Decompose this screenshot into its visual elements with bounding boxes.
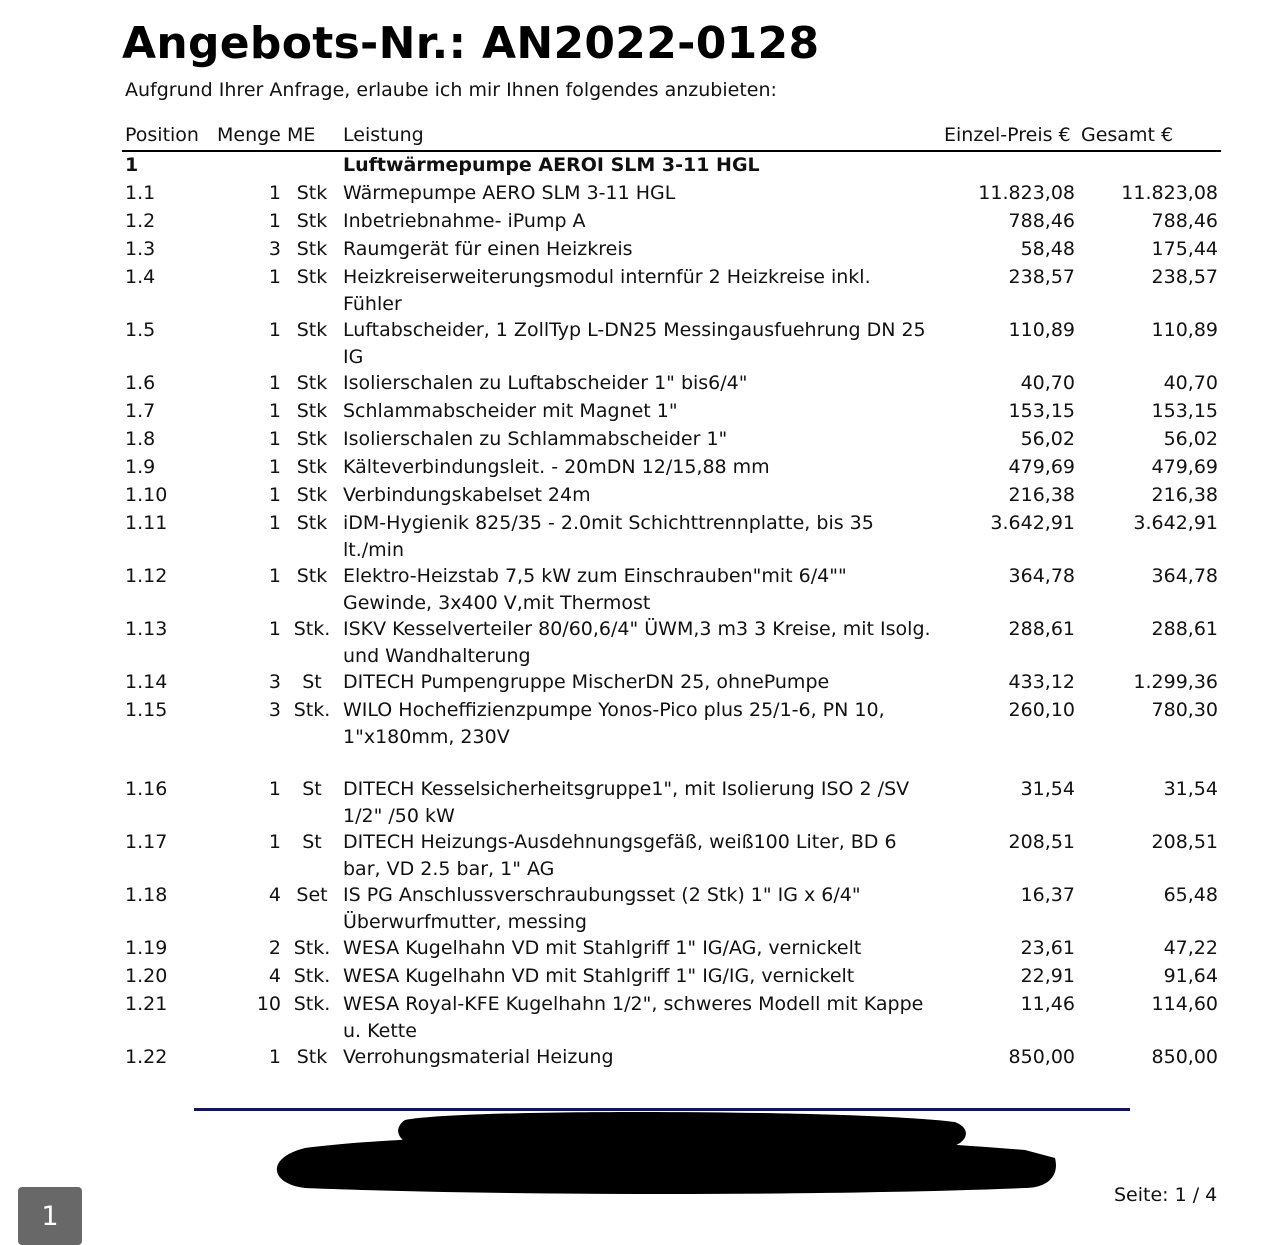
item-quantity: 2 xyxy=(268,937,281,959)
table-row xyxy=(122,616,1221,669)
item-description: Verbindungskabelset 24m xyxy=(343,484,591,506)
item-unit-price: 216,38 xyxy=(1008,484,1075,506)
item-quantity: 1 xyxy=(268,210,281,232)
item-total: 238,57 xyxy=(1151,266,1218,288)
item-unit: St xyxy=(302,778,322,800)
table-row xyxy=(122,454,1221,482)
item-description: DITECH Heizungs-Ausdehnungsgefäß, weiß100 Liter, BD 6 bar, VD 2.5 bar, 1" AG xyxy=(343,831,897,880)
group-position: 1 xyxy=(125,154,139,176)
item-total: 47,22 xyxy=(1163,937,1218,959)
item-description: WESA Kugelhahn VD mit Stahlgriff 1" IG/IG, vernickelt xyxy=(343,965,855,987)
item-quantity: 3 xyxy=(268,671,281,693)
item-quantity: 1 xyxy=(268,428,281,450)
item-total: 3.642,91 xyxy=(1133,512,1218,534)
item-unit-price: 288,61 xyxy=(1008,618,1075,640)
item-position: 1.7 xyxy=(125,400,156,422)
item-total: 110,89 xyxy=(1151,319,1218,341)
item-description: Raumgerät für einen Heizkreis xyxy=(343,238,633,260)
item-unit: Stk xyxy=(296,400,328,422)
item-position: 1.14 xyxy=(125,671,168,693)
column-header-me: ME xyxy=(284,120,340,151)
item-unit: Stk. xyxy=(293,993,331,1015)
item-quantity: 1 xyxy=(268,512,281,534)
item-description: Elektro-Heizstab 7,5 kW zum Einschrauben"mit 6/4"" Gewinde, 3x400 V,mit Thermost xyxy=(343,565,847,614)
item-total: 288,61 xyxy=(1151,618,1218,640)
item-description: Heizkreiserweiterungsmodul internfür 2 Heizkreise inkl. Fühler xyxy=(343,266,871,315)
item-position: 1.10 xyxy=(125,484,168,506)
item-quantity: 1 xyxy=(268,831,281,853)
item-unit: Stk xyxy=(296,565,328,587)
item-unit-price: 850,00 xyxy=(1008,1046,1075,1068)
item-unit: St xyxy=(302,831,322,853)
item-position: 1.17 xyxy=(125,831,168,853)
page-indicator-badge[interactable]: 1 xyxy=(18,1187,82,1245)
item-quantity: 1 xyxy=(268,372,281,394)
item-unit-price: 3.642,91 xyxy=(990,512,1075,534)
item-total: 40,70 xyxy=(1163,372,1218,394)
table-row xyxy=(122,370,1221,398)
item-unit-price: 31,54 xyxy=(1020,778,1075,800)
item-quantity: 1 xyxy=(268,778,281,800)
item-unit-price: 364,78 xyxy=(1008,565,1075,587)
item-unit-price: 22,91 xyxy=(1020,965,1075,987)
column-header-leistung: Leistung xyxy=(340,120,941,151)
item-unit: Stk. xyxy=(293,965,331,987)
table-row xyxy=(122,1044,1221,1072)
item-total: 850,00 xyxy=(1151,1046,1218,1068)
group-row xyxy=(122,151,1221,180)
item-position: 1.13 xyxy=(125,618,168,640)
item-total: 65,48 xyxy=(1163,884,1218,906)
item-unit-price: 433,12 xyxy=(1008,671,1075,693)
item-unit-price: 56,02 xyxy=(1020,428,1075,450)
item-unit-price: 11,46 xyxy=(1020,993,1075,1015)
column-header-einzelpreis: Einzel-Preis € xyxy=(941,120,1078,151)
item-unit: Stk xyxy=(296,484,328,506)
item-position: 1.20 xyxy=(125,965,168,987)
item-description: Luftabscheider, 1 ZollTyp L-DN25 Messingausfuehrung DN 25 IG xyxy=(343,319,926,368)
item-unit-price: 16,37 xyxy=(1020,884,1075,906)
item-total: 780,30 xyxy=(1151,699,1218,721)
item-unit: Stk xyxy=(296,456,328,478)
item-description: iDM-Hygienik 825/35 - 2.0mit Schichttrennplatte, bis 35 lt./min xyxy=(343,512,874,561)
item-position: 1.19 xyxy=(125,937,168,959)
item-total: 208,51 xyxy=(1151,831,1218,853)
table-row xyxy=(122,264,1221,317)
item-unit-price: 11.823,08 xyxy=(978,182,1075,204)
table-row xyxy=(122,236,1221,264)
item-position: 1.4 xyxy=(125,266,156,288)
table-row xyxy=(122,697,1221,776)
item-quantity: 1 xyxy=(268,618,281,640)
item-unit: Set xyxy=(296,884,328,906)
item-position: 1.8 xyxy=(125,428,156,450)
item-unit: Stk xyxy=(296,1046,328,1068)
page-number: Seite: 1 / 4 xyxy=(1114,1184,1218,1206)
item-description: Schlammabscheider mit Magnet 1" xyxy=(343,400,678,422)
item-quantity: 1 xyxy=(268,400,281,422)
item-quantity: 3 xyxy=(268,238,281,260)
item-total: 364,78 xyxy=(1151,565,1218,587)
item-quantity: 1 xyxy=(268,182,281,204)
item-description: DITECH Kesselsicherheitsgruppe1", mit Isolierung ISO 2 /SV 1/2" /50 kW xyxy=(343,778,910,827)
item-total: 114,60 xyxy=(1151,993,1218,1015)
item-unit: Stk xyxy=(296,512,328,534)
item-description: IS PG Anschlussverschraubungsset (2 Stk) 1" IG x 6/4" Überwurfmutter, messing xyxy=(343,884,861,933)
item-position: 1.16 xyxy=(125,778,168,800)
item-description: Wärmepumpe AERO SLM 3-11 HGL xyxy=(343,182,676,204)
table-row xyxy=(122,426,1221,454)
item-position: 1.18 xyxy=(125,884,168,906)
item-unit-price: 260,10 xyxy=(1008,699,1075,721)
item-total: 91,64 xyxy=(1163,965,1218,987)
item-unit: Stk xyxy=(296,266,328,288)
item-description: WILO Hocheffizienzpumpe Yonos-Pico plus 25/1-6, PN 10, 1"x180mm, 230V xyxy=(343,699,885,748)
item-description: WESA Kugelhahn VD mit Stahlgriff 1" IG/AG, vernickelt xyxy=(343,937,862,959)
item-position: 1.3 xyxy=(125,238,156,260)
table-row xyxy=(122,398,1221,426)
item-unit-price: 58,48 xyxy=(1020,238,1075,260)
item-total: 216,38 xyxy=(1151,484,1218,506)
item-description: ISKV Kesselverteiler 80/60,6/4" ÜWM,3 m3 3 Kreise, mit Isolg. und Wandhalterung xyxy=(343,618,931,667)
item-quantity: 4 xyxy=(268,965,281,987)
table-row xyxy=(122,776,1221,829)
table-row xyxy=(122,482,1221,510)
column-header-menge: Menge xyxy=(214,120,284,151)
item-total: 153,15 xyxy=(1151,400,1218,422)
item-total: 788,46 xyxy=(1151,210,1218,232)
item-quantity: 1 xyxy=(268,1046,281,1068)
item-position: 1.11 xyxy=(125,512,168,534)
table-row xyxy=(122,991,1221,1044)
table-header-row xyxy=(122,120,1221,151)
item-unit: Stk xyxy=(296,372,328,394)
item-total: 479,69 xyxy=(1151,456,1218,478)
item-quantity: 1 xyxy=(268,456,281,478)
item-unit-price: 153,15 xyxy=(1008,400,1075,422)
item-unit-price: 40,70 xyxy=(1020,372,1075,394)
item-unit-price: 23,61 xyxy=(1020,937,1075,959)
intro-text: Aufgrund Ihrer Anfrage, erlaube ich mir Ihnen folgendes anzubieten: xyxy=(125,79,777,101)
item-quantity: 1 xyxy=(268,266,281,288)
column-header-position: Position xyxy=(122,120,214,151)
table-row xyxy=(122,882,1221,935)
item-quantity: 3 xyxy=(268,699,281,721)
item-unit: Stk xyxy=(296,319,328,341)
item-unit-price: 479,69 xyxy=(1008,456,1075,478)
item-position: 1.2 xyxy=(125,210,156,232)
item-quantity: 1 xyxy=(268,319,281,341)
item-total: 175,44 xyxy=(1151,238,1218,260)
item-total: 1.299,36 xyxy=(1133,671,1218,693)
item-description: DITECH Pumpengruppe MischerDN 25, ohnePumpe xyxy=(343,671,830,693)
item-unit: Stk xyxy=(296,182,328,204)
item-description: WESA Royal-KFE Kugelhahn 1/2", schweres Modell mit Kappe u. Kette xyxy=(343,993,924,1042)
item-position: 1.21 xyxy=(125,993,168,1015)
table-row xyxy=(122,317,1221,370)
item-quantity: 10 xyxy=(256,993,281,1015)
item-position: 1.15 xyxy=(125,699,168,721)
item-unit: Stk. xyxy=(293,937,331,959)
table-row xyxy=(122,510,1221,563)
group-title: Luftwärmepumpe AEROI SLM 3-11 HGL xyxy=(343,154,760,176)
item-quantity: 4 xyxy=(268,884,281,906)
item-total: 56,02 xyxy=(1163,428,1218,450)
offer-items-table xyxy=(122,120,1221,1072)
item-unit-price: 238,57 xyxy=(1008,266,1075,288)
item-position: 1.12 xyxy=(125,565,168,587)
item-unit: Stk xyxy=(296,428,328,450)
item-description: Isolierschalen zu Schlammabscheider 1" xyxy=(343,428,728,450)
column-header-gesamt: Gesamt € xyxy=(1078,120,1221,151)
item-position: 1.1 xyxy=(125,182,156,204)
item-unit: Stk xyxy=(296,210,328,232)
item-quantity: 1 xyxy=(268,565,281,587)
item-position: 1.9 xyxy=(125,456,156,478)
item-quantity: 1 xyxy=(268,484,281,506)
item-position: 1.22 xyxy=(125,1046,168,1068)
item-unit-price: 208,51 xyxy=(1008,831,1075,853)
table-row xyxy=(122,963,1221,991)
item-total: 31,54 xyxy=(1163,778,1218,800)
item-unit: Stk. xyxy=(293,618,331,640)
item-position: 1.5 xyxy=(125,319,156,341)
offer-number-title: Angebots-Nr.: AN2022-0128 xyxy=(122,18,820,69)
item-description: Isolierschalen zu Luftabscheider 1" bis6/4" xyxy=(343,372,748,394)
item-unit: Stk xyxy=(296,238,328,260)
item-description: Kälteverbindungsleit. - 20mDN 12/15,88 mm xyxy=(343,456,770,478)
redaction-scribble xyxy=(265,1108,1065,1198)
table-row xyxy=(122,208,1221,236)
table-row xyxy=(122,829,1221,882)
table-row xyxy=(122,669,1221,697)
table-row xyxy=(122,935,1221,963)
item-description: Verrohungsmaterial Heizung xyxy=(343,1046,614,1068)
item-unit: Stk. xyxy=(293,699,331,721)
item-total: 11.823,08 xyxy=(1121,182,1218,204)
item-description: Inbetriebnahme- iPump A xyxy=(343,210,586,232)
table-row xyxy=(122,180,1221,208)
item-unit: St xyxy=(302,671,322,693)
table-row xyxy=(122,563,1221,616)
table-body xyxy=(122,151,1221,1072)
item-unit-price: 110,89 xyxy=(1008,319,1075,341)
item-unit-price: 788,46 xyxy=(1008,210,1075,232)
item-position: 1.6 xyxy=(125,372,156,394)
